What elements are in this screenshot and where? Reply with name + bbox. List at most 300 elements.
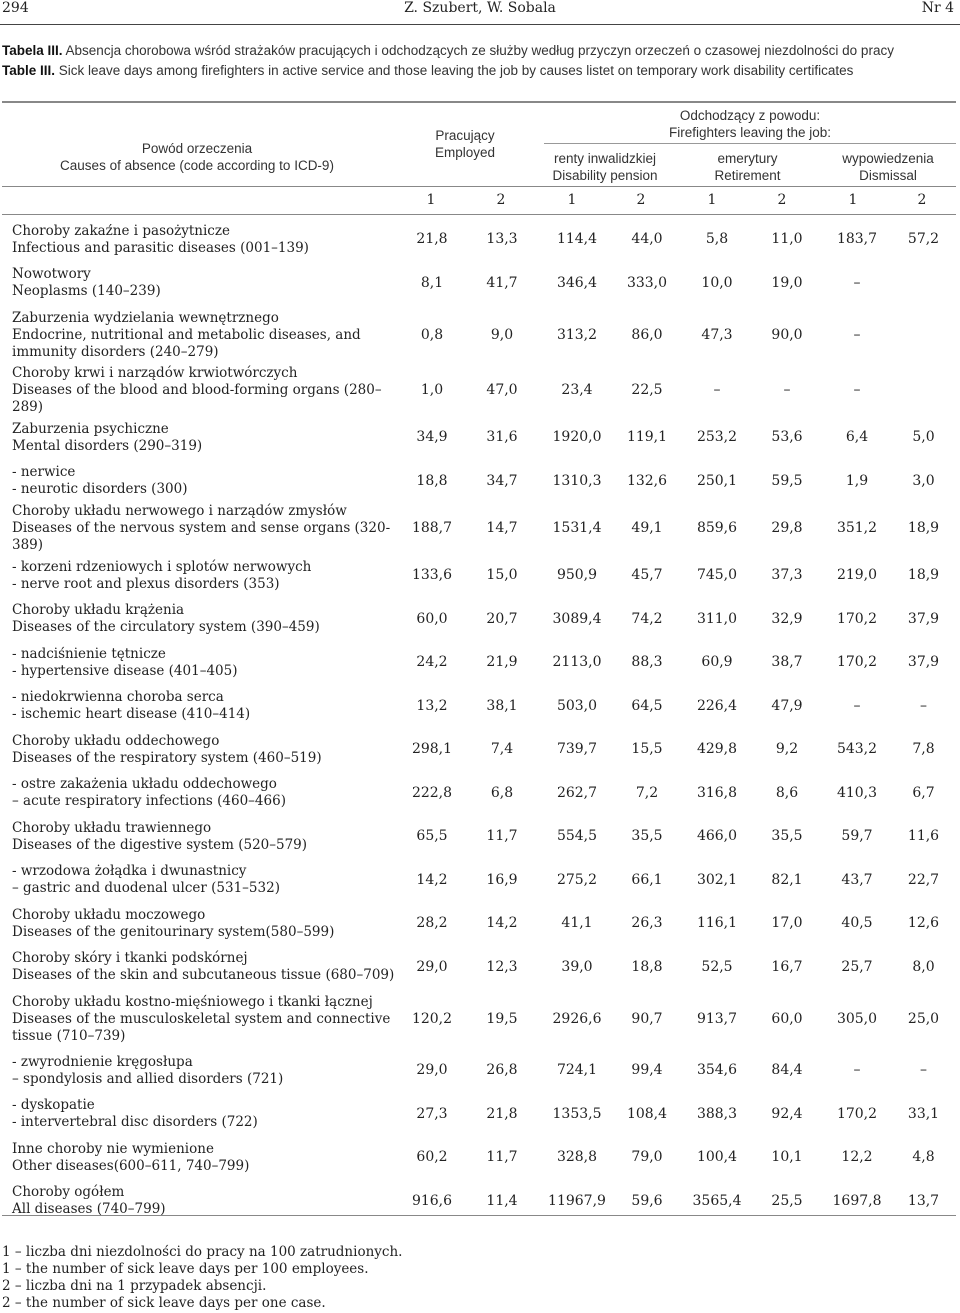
row-label	[0, 1180, 407, 1224]
cell-value: 250,1	[696, 472, 738, 489]
cell-value: 950,9	[556, 567, 598, 584]
row-label	[0, 305, 407, 365]
cell-value: 23,4	[561, 382, 593, 398]
row-label-en: - hypertensive disease (401–405)	[12, 662, 238, 679]
row-label-en: - intervertebral disc disorders (722)	[12, 1114, 258, 1131]
table-caption-english	[2, 62, 952, 80]
table-row	[0, 728, 960, 772]
cell-value: 60,0	[416, 610, 448, 627]
cell-value: 44,0	[631, 231, 663, 248]
row-label-pl: Choroby skóry i tkanki podskórnej	[12, 950, 248, 967]
cell-value: 22,5	[631, 382, 663, 398]
cell-value: 5,0	[912, 429, 935, 446]
row-label-pl: Choroby zakaźne i pasożytnicze	[12, 222, 230, 239]
cell-value: 28,2	[416, 915, 448, 932]
column-number-rule	[2, 214, 956, 215]
cell-value: 132,6	[626, 472, 668, 489]
cell-value: 33,1	[907, 1105, 940, 1122]
cell-value: 305,0	[836, 1010, 878, 1027]
colnum: 2	[917, 192, 927, 208]
table-row	[0, 859, 960, 903]
cell-value: 32,9	[771, 610, 803, 627]
row-label-en: Diseases of the digestive system (520–579)	[12, 836, 308, 853]
table-row	[0, 1180, 960, 1224]
caption-text-polish: Absencja chorobowa wśród strażaków pracujących i odchodzących ze służby według przyczyn orzeczeń o czasowej niezdolności do pracy	[62, 43, 894, 58]
cell-value: 60,2	[416, 1149, 448, 1166]
cell-value: 351,2	[836, 520, 878, 536]
cell-value: 16,9	[486, 871, 518, 888]
cell-value: 92,4	[771, 1105, 803, 1122]
cell-value: 19,0	[771, 274, 803, 291]
cell-value	[887, 305, 960, 365]
cell-value	[887, 262, 960, 306]
cell-value: 57,2	[907, 231, 940, 248]
cell-value: 99,4	[631, 1062, 663, 1079]
cell-value: 29,8	[771, 520, 803, 536]
cell-value: 41,1	[561, 915, 593, 932]
cell-value: 388,3	[696, 1105, 738, 1122]
cell-value: 90,7	[631, 1010, 663, 1027]
table-row	[0, 946, 960, 990]
cell-value: 26,3	[631, 915, 663, 932]
row-label-pl: Inne choroby nie wymienione	[12, 1140, 214, 1157]
running-head	[0, 0, 960, 20]
cell-value: 13,3	[486, 231, 518, 248]
cell-value: 22,7	[907, 871, 940, 888]
row-label-pl: - nerwice	[12, 464, 76, 481]
cell-value: 170,2	[836, 1105, 878, 1122]
header-rule	[0, 24, 960, 25]
cell-value: 8,1	[420, 274, 444, 291]
cell-value: 31,6	[486, 429, 518, 446]
row-label	[0, 685, 407, 729]
row-label	[0, 460, 407, 504]
row-label-pl: Zaburzenia wydzielania wewnętrznego	[12, 309, 279, 326]
table-bottom-rule	[2, 1215, 956, 1216]
row-label	[0, 598, 407, 642]
row-label	[0, 815, 407, 859]
table-row	[0, 815, 960, 859]
header-reason-en: Causes of absence (code according to ICD-9)	[60, 158, 334, 173]
row-label	[0, 641, 407, 685]
footnote: 1 – the number of sick leave days per 100 employees.	[2, 1261, 369, 1277]
header-employed	[405, 127, 525, 161]
cell-value: 47,0	[486, 382, 518, 398]
header-bottom-rule	[2, 186, 956, 187]
row-label-pl: - ostre zakażenia układu oddechowego	[12, 776, 277, 793]
cell-value: 47,3	[701, 326, 733, 343]
cell-value: 116,1	[696, 915, 738, 932]
row-label	[0, 772, 407, 816]
table-row	[0, 503, 960, 554]
row-label-pl: Choroby układu nerwowego i narządów zmysłów	[12, 503, 347, 519]
header-reason	[2, 140, 392, 174]
cell-value: 745,0	[696, 567, 738, 584]
cell-value: 6,8	[490, 784, 514, 801]
table-row	[0, 989, 960, 1049]
cell-value: 34,7	[486, 472, 518, 489]
header-retirement-en: Retirement	[714, 168, 781, 183]
row-label	[0, 989, 407, 1049]
cell-value: 13,2	[416, 697, 448, 714]
caption-label-polish: Tabela III.	[2, 43, 63, 58]
cell-value: 8,6	[775, 784, 799, 801]
cell-value: 333,0	[626, 274, 668, 291]
cell-value: 1,0	[420, 382, 444, 398]
table-row	[0, 554, 960, 598]
cell-value: 913,7	[696, 1010, 738, 1027]
header-leaving	[544, 107, 956, 141]
table-row	[0, 685, 960, 729]
footnote: 1 – liczba dni niezdolności do pracy na 100 zatrudnionych.	[2, 1244, 403, 1260]
table-body	[0, 218, 960, 1223]
cell-value: 410,3	[836, 784, 878, 801]
cell-value: 52,5	[701, 958, 733, 975]
cell-value: –	[853, 1062, 861, 1079]
table-row	[0, 1136, 960, 1180]
cell-value: 47,9	[771, 697, 803, 714]
row-label	[0, 1136, 407, 1180]
cell-value: 275,2	[556, 871, 598, 888]
cell-value: 84,4	[771, 1062, 803, 1079]
row-label	[0, 902, 407, 946]
cell-value: 1697,8	[832, 1192, 882, 1209]
row-label-pl: Choroby układu oddechowego	[12, 732, 220, 749]
cell-value: 35,5	[631, 828, 663, 845]
row-label-en: – acute respiratory infections (460–466)	[12, 793, 286, 810]
cell-value: 29,0	[416, 1062, 448, 1079]
cell-value: 311,0	[696, 610, 738, 627]
header-disability-pension	[535, 150, 675, 184]
header-dismissal-pl: wypowiedzenia	[842, 151, 934, 166]
cell-value: 183,7	[836, 231, 878, 248]
cell-value: 45,7	[631, 567, 663, 584]
cell-value: 64,5	[631, 697, 663, 714]
caption-label-english: Table III.	[2, 63, 56, 78]
column-numbers	[0, 192, 960, 210]
row-label-pl: Choroby układu kostno-mięśniowego i tkanki łącznej	[12, 993, 373, 1010]
cell-value: 1,9	[845, 472, 869, 489]
row-label-pl: - wrzodowa żołądka i dwunastnicy	[12, 863, 247, 880]
cell-value: 114,4	[556, 231, 598, 248]
cell-value: 253,2	[696, 429, 738, 446]
cell-value: 16,7	[771, 958, 803, 975]
cell-value: 29,0	[416, 958, 448, 975]
header-employed-en: Employed	[434, 145, 496, 160]
cell-value: 859,6	[696, 520, 738, 536]
cell-value: 9,2	[775, 741, 799, 758]
cell-value: 108,4	[626, 1105, 668, 1122]
header-retirement	[680, 150, 815, 184]
row-label	[0, 859, 407, 903]
running-head-authors: Z. Szubert, W. Sobala	[404, 0, 556, 16]
table-row	[0, 772, 960, 816]
row-label-en: Mental disorders (290–319)	[12, 437, 203, 454]
cell-value: 298,1	[411, 741, 453, 758]
cell-value: 18,8	[631, 958, 663, 975]
header-retirement-pl: emerytury	[717, 151, 778, 166]
colnum: 2	[636, 192, 646, 208]
cell-value: 88,3	[631, 654, 663, 671]
cell-value: 739,7	[556, 741, 598, 758]
cell-value: –	[853, 697, 861, 714]
row-label	[0, 218, 407, 262]
cell-value: 11,6	[907, 828, 940, 845]
cell-value: 18,9	[907, 567, 940, 584]
cell-value: 8,0	[912, 958, 935, 975]
cell-value: 1353,5	[552, 1105, 602, 1122]
cell-value: 26,8	[486, 1062, 518, 1079]
cell-value: 38,7	[771, 654, 803, 671]
cell-value: –	[853, 326, 861, 343]
cell-value: 86,0	[631, 326, 663, 343]
cell-value: 133,6	[411, 567, 453, 584]
row-label-pl: - niedokrwienna choroba serca	[12, 689, 224, 706]
table-row	[0, 218, 960, 262]
row-label	[0, 946, 407, 990]
table-row	[0, 1049, 960, 1093]
cell-value: 35,5	[771, 828, 803, 845]
colnum: 1	[426, 192, 436, 208]
cell-value: 3,0	[912, 472, 935, 489]
cell-value: 37,9	[907, 610, 940, 627]
cell-value: 43,7	[841, 871, 873, 888]
row-label-pl: - zwyrodnienie kręgosłupa	[12, 1053, 193, 1070]
cell-value: 2113,0	[552, 654, 602, 671]
row-label-en: - neurotic disorders (300)	[12, 481, 188, 498]
cell-value: 916,6	[411, 1192, 453, 1209]
row-label-en: Diseases of the skin and subcutaneous tissue (680–709)	[12, 967, 395, 984]
cell-value: 21,9	[486, 654, 518, 671]
cell-value: 6,7	[912, 784, 935, 801]
cell-value: 0,8	[420, 326, 444, 343]
colnum: 2	[777, 192, 787, 208]
cell-value: 82,1	[771, 871, 803, 888]
header-pension-pl: renty inwalidzkiej	[553, 151, 657, 166]
cell-value: 60,0	[771, 1010, 803, 1027]
cell-value: 1920,0	[552, 429, 602, 446]
table-row	[0, 305, 960, 365]
cell-value: 40,5	[841, 915, 873, 932]
cell-value: 429,8	[696, 741, 738, 758]
cell-value: 12,6	[907, 915, 940, 932]
cell-value: 170,2	[836, 610, 878, 627]
cell-value: 354,6	[696, 1062, 738, 1079]
header-employed-pl: Pracujący	[435, 128, 495, 143]
cell-value: 4,8	[912, 1149, 935, 1166]
colnum: 2	[496, 192, 506, 208]
row-label-pl: - nadciśnienie tętnicze	[12, 645, 166, 662]
cell-value: 14,2	[486, 915, 518, 932]
cell-value: 724,1	[556, 1062, 598, 1079]
cell-value: 11,7	[486, 828, 518, 845]
cell-value: 27,3	[416, 1105, 448, 1122]
cell-value: 37,3	[771, 567, 803, 584]
row-label-en: Endocrine, nutritional and metabolic diseases, and immunity disorders (240–279)	[12, 326, 361, 360]
row-label-en: Diseases of the blood and blood-forming organs (280–289)	[12, 382, 382, 415]
cell-value: 170,2	[836, 654, 878, 671]
row-label	[0, 262, 407, 306]
row-label-en: – spondylosis and allied disorders (721)	[12, 1070, 284, 1087]
cell-value: 59,7	[841, 828, 873, 845]
row-label-pl: Choroby układu moczowego	[12, 906, 206, 923]
cell-value: 25,7	[841, 958, 873, 975]
cell-value: 11,4	[486, 1192, 518, 1209]
table-row	[0, 262, 960, 306]
row-label-en: Neoplasms (140–239)	[12, 283, 161, 300]
cell-value: 39,0	[561, 958, 593, 975]
cell-value: 7,8	[912, 741, 935, 758]
header-dismissal	[820, 150, 956, 184]
row-label-pl: Choroby ogółem	[12, 1184, 125, 1201]
cell-value: 9,0	[490, 326, 514, 343]
cell-value: 120,2	[411, 1010, 453, 1027]
cell-value: 2926,6	[552, 1010, 602, 1027]
row-label-en: – gastric and duodenal ulcer (531–532)	[12, 880, 280, 897]
cell-value: 18,8	[416, 472, 448, 489]
cell-value: –	[920, 1062, 927, 1079]
row-label-pl: Choroby krwi i narządów krwiotwórczych	[12, 365, 298, 381]
row-label	[0, 365, 407, 416]
footnote: 2 – liczba dni na 1 przypadek absencji.	[2, 1278, 267, 1294]
cell-value: –	[853, 382, 861, 398]
cell-value: 11,7	[486, 1149, 518, 1166]
footnote: 2 – the number of sick leave days per one case.	[2, 1295, 326, 1311]
row-label	[0, 728, 407, 772]
issue-number: Nr 4	[921, 0, 954, 16]
footnotes	[2, 1244, 402, 1312]
cell-value: –	[920, 697, 927, 714]
cell-value: 19,5	[486, 1010, 518, 1027]
row-label-en: Diseases of the genitourinary system(580–599)	[12, 923, 335, 940]
row-label-pl: Choroby układu trawiennego	[12, 819, 212, 836]
cell-value: 59,5	[771, 472, 803, 489]
cell-value: 21,8	[486, 1105, 518, 1122]
cell-value: 313,2	[556, 326, 598, 343]
cell-value: 25,0	[907, 1010, 940, 1027]
cell-value: 15,0	[486, 567, 518, 584]
cell-value: 20,7	[486, 610, 518, 627]
cell-value: 60,9	[701, 654, 733, 671]
row-label-en: Infectious and parasitic diseases (001–139)	[12, 239, 309, 256]
cell-value	[887, 365, 960, 416]
cell-value: 41,7	[486, 274, 518, 291]
row-label-pl: Nowotwory	[12, 266, 91, 283]
cell-value: 3565,4	[692, 1192, 742, 1209]
row-label-pl: Zaburzenia psychiczne	[12, 420, 169, 437]
cell-value: 219,0	[836, 567, 878, 584]
row-label-en: - nerve root and plexus disorders (353)	[12, 575, 280, 592]
cell-value: –	[713, 382, 721, 398]
cell-value: 37,9	[907, 654, 940, 671]
cell-value: 7,2	[635, 784, 659, 801]
cell-value: 1531,4	[552, 520, 602, 536]
table-row	[0, 902, 960, 946]
cell-value: 24,2	[416, 654, 448, 671]
row-label-en: Diseases of the circulatory system (390–459)	[12, 619, 320, 636]
cell-value: 3089,4	[552, 610, 602, 627]
header-pension-en: Disability pension	[552, 168, 658, 183]
cell-value: 11967,9	[548, 1192, 606, 1209]
row-label-en: Other diseases(600–611, 740–799)	[12, 1157, 250, 1174]
leaving-subheader-rule	[544, 143, 956, 144]
cell-value: 18,9	[907, 520, 940, 536]
cell-value: 226,4	[696, 697, 738, 714]
cell-value: 74,2	[631, 610, 663, 627]
row-label	[0, 554, 407, 598]
cell-value: 12,3	[486, 958, 518, 975]
cell-value: 316,8	[696, 784, 738, 801]
row-label-pl: - dyskopatie	[12, 1097, 95, 1114]
table-top-rule	[2, 101, 956, 103]
cell-value: 119,1	[626, 429, 668, 446]
colnum: 1	[567, 192, 577, 208]
cell-value: 11,0	[771, 231, 803, 248]
row-label	[0, 503, 407, 554]
cell-value: 503,0	[556, 697, 598, 714]
table-row	[0, 416, 960, 460]
cell-value: 222,8	[411, 784, 453, 801]
row-label	[0, 1093, 407, 1137]
table-row	[0, 641, 960, 685]
cell-value: 90,0	[771, 326, 803, 343]
row-label-en: Diseases of the musculoskeletal system and connective tissue (710–739)	[12, 1010, 391, 1044]
row-label	[0, 416, 407, 460]
cell-value: 346,4	[556, 274, 598, 291]
cell-value: 17,0	[771, 915, 803, 932]
sick-leave-table	[0, 218, 960, 1223]
cell-value: 554,5	[556, 828, 598, 845]
row-label	[0, 1049, 407, 1093]
header-reason-pl: Powód orzeczenia	[141, 141, 253, 156]
caption-text-english: Sick leave days among firefighters in active service and those leaving the job by causes listet on temporary work disability certificates	[55, 63, 854, 78]
cell-value: –	[783, 382, 791, 398]
cell-value: 12,2	[841, 1149, 873, 1166]
cell-value: 5,8	[705, 231, 729, 248]
cell-value: 59,6	[631, 1192, 663, 1209]
cell-value: 302,1	[696, 871, 738, 888]
header-leaving-en: Firefighters leaving the job:	[668, 125, 832, 140]
colnum: 1	[707, 192, 717, 208]
cell-value: 7,4	[490, 741, 514, 758]
cell-value: 15,5	[631, 741, 663, 758]
cell-value: 14,2	[416, 871, 448, 888]
colnum: 1	[848, 192, 858, 208]
cell-value: 13,7	[907, 1192, 940, 1209]
row-label-en: - ischemic heart disease (410–414)	[12, 706, 251, 723]
cell-value: 34,9	[416, 429, 448, 446]
table-row	[0, 365, 960, 416]
table-row	[0, 460, 960, 504]
cell-value: 188,7	[411, 520, 453, 536]
table-caption-polish	[2, 42, 952, 60]
cell-value: 6,4	[845, 429, 869, 446]
cell-value: 38,1	[486, 697, 518, 714]
cell-value: 10,1	[771, 1149, 803, 1166]
cell-value: 466,0	[696, 828, 738, 845]
page-number: 294	[2, 0, 29, 16]
row-label-en: Diseases of the respiratory system (460–519)	[12, 749, 322, 766]
header-dismissal-en: Dismissal	[859, 168, 917, 183]
cell-value: 25,5	[771, 1192, 803, 1209]
table-row	[0, 1093, 960, 1137]
row-label-en: All diseases (740–799)	[12, 1201, 166, 1218]
cell-value: 14,7	[486, 520, 518, 536]
header-leaving-pl: Odchodzący z powodu:	[679, 108, 821, 123]
cell-value: 100,4	[696, 1149, 738, 1166]
cell-value: 49,1	[631, 520, 663, 536]
row-label-pl: Choroby układu krążenia	[12, 602, 185, 619]
